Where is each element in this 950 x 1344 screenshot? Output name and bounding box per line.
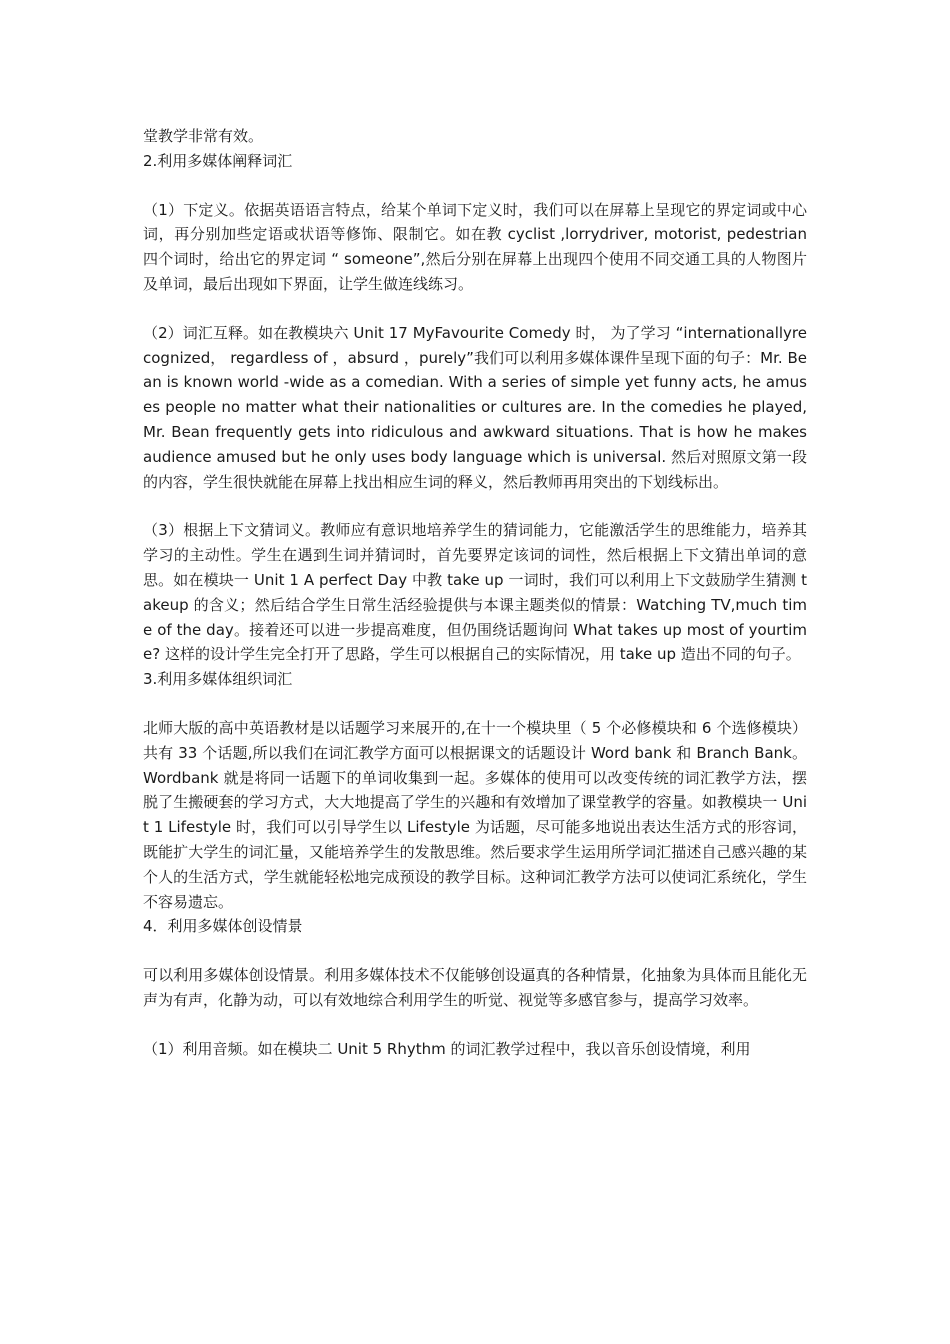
paragraph-create-scenes: 可以利用多媒体创设情景。利用多媒体技术不仅能够创设逼真的各种情景，化抽象为具体而且能化无声为有声，化静为动，可以有效地综合利用学生的听觉、视觉等多感官参与，提高学习效率。: [143, 966, 807, 1009]
paragraph-context-guessing: （3）根据上下文猜词义。教师应有意识地培养学生的猜词能力，它能激活学生的思维能力，培养其学习的主动性。学生在遇到生词并猜词时，首先要界定该词的词性，然后根据上下文猜出单词的意思。如在模块一 Unit 1 A perfect Day 中教 take up 一词时，我们可以利用上下文鼓励学生猜测 takeup 的含义；然后结合学生日常生活经验提供与本课主题类似的情景：Watching TV,much time of the day。接着还可以进一步提高难度，但仍围绕话题询问 What takes up most of yourtime? 这样的设计学生完全打开了思路，学生可以根据自己的实际情况，用 take up 造出不同的句子。: [143, 521, 807, 664]
section-heading-4: 4．利用多媒体创设情景: [143, 917, 303, 936]
section-heading-3: 3.利用多媒体组织词汇: [143, 670, 293, 689]
paragraph-mutual-explanation: （2）词汇互释。如在教模块六 Unit 17 MyFavourite Comedy 时， 为了学习 “internationallyrecognized， regardless of ，absurd ，purely”我们可以利用多媒体课件呈现下面的句子：Mr. Bean is known world -wide as a comedian. With a series of simple yet funny acts, he amuses people no matter what their nationalities or cultures are. In the comedies he played, Mr. Bean frequently gets into ridiculous and awkward situations. That is how he makes audience amused but he only uses body language which is universal. 然后对照原文第一段的内容，学生很快就能在屏幕上找出相应生词的释义，然后教师再用突出的下划线标出。: [143, 323, 807, 491]
paragraph-definition: （1）下定义。依据英语语言特点，给某个单词下定义时，我们可以在屏幕上呈现它的界定词或中心词，再分别加些定语或状语等修饰、限制它。如在教 cyclist ,lorrydriver, motorist, pedestrian 四个词时，给出它的界定词 “ someone”,然后分别在屏幕上出现四个使用不同交通工具的人物图片及单词，最后出现如下界面，让学生做连线练习。: [143, 200, 807, 293]
paragraph-organize-vocabulary: 北师大版的高中英语教材是以话题学习来展开的,在十一个模块里（ 5 个必修模块和 6 个选修模块）共有 33 个话题,所以我们在词汇教学方面可以根据课文的话题设计 Word bank 和 Branch Bank。Wordbank 就是将同一话题下的单词收集到一起。多媒体的使用可以改变传统的词汇教学方法，摆脱了生搬硬套的学习方式，大大地提高了学生的兴趣和有效增加了课堂教学的容量。如教模块一 Unit 1 Lifestyle 时，我们可以引导学生以 Lifestyle 为话题，尽可能多地说出表达生活方式的形容词，既能扩大学生的词汇量，又能培养学生的发散思维。然后要求学生运用所学词汇描述自己感兴趣的某个人的生活方式，学生就能轻松地完成预设的教学目标。这种词汇教学方法可以使词汇系统化，学生不容易遗忘。: [143, 718, 807, 911]
paragraph-audio: （1）利用音频。如在模块二 Unit 5 Rhythm 的词汇教学过程中，我以音乐创设情境，利用: [143, 1039, 751, 1058]
paragraph-intro-tail: 堂教学非常有效。: [143, 127, 264, 145]
section-heading-2: 2.利用多媒体阐释词汇: [143, 151, 293, 170]
document-page: [143, 124, 807, 1062]
